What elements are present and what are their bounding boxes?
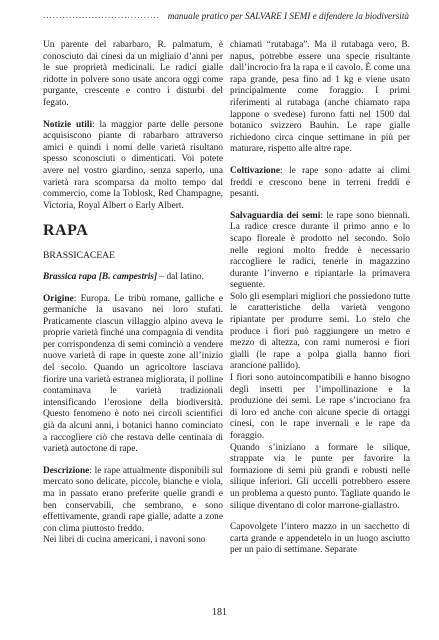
latin-suffix: – dal latino. bbox=[157, 271, 204, 282]
section-heading-rapa: RAPA bbox=[43, 222, 89, 240]
salvaguardia-text: : le rape sono biennali. La radice cresce durante il primo anno e lo scapo floreale è prodotto nel secondo. Solo nelle regioni molto fredde è necessario raccogliere le radici, tenerle in magazzino durante l’inverno e ripiantarle la primavera seguente. bbox=[230, 210, 410, 291]
paragraph-rhubarb: Un parente del rabarbaro, R. palmatum, è conosciuto dai cinesi da un migliaio d’anni per le sue proprietà medicinali. Le radici gialle ridotte in polvere sono usate ancora oggi come purgante, crescente e contro i disturbi del fegato. bbox=[43, 40, 223, 108]
paragraph-coltivazione bbox=[230, 166, 410, 201]
coltivazione-text: : le rape sono adatte ai climi freddi e crescono bene in terreni freddi e pesanti. bbox=[230, 165, 410, 200]
page-number: 181 bbox=[212, 607, 227, 618]
paragraph-navoni: Nei libri di cucina americani, i navoni sono bbox=[43, 535, 206, 546]
latin-name-line bbox=[43, 272, 223, 284]
paragraph-origine bbox=[43, 294, 223, 456]
paragraph-fiori: I fiori sono autoincompatibili e hanno bisogno degli insetti per l’impollinazione e la produzione dei semi. Le rape s’incrociano fra di loro ed anche con alcune specie di ortaggi cinesi, con le rape invernali e le rape da foraggio. bbox=[230, 373, 410, 441]
paragraph-salvaguardia bbox=[230, 211, 410, 292]
origine-text: : Europa. Le tribù romane, galliche e germaniche la usavano nei loro stufati. Praticamente ciascun villaggio alpino aveva le proprie varietà finché una compagnia di vendita per corrispondenza di semi cominciò a vendere nuove varietà di rape in queste zone all’inizio del secolo. Quando un agricoltore lasciava fiorire una varietà estranea migliorata, il polline contaminava le varietà tradizionali intensificando l’erosione della biodiversità. Questo fenomeno è noto nei circoli scientifici già da alcuni anni, i botanici hanno cominciato a raccogliere ciò che restava delle centinaia di varietà autoctone di rape. bbox=[43, 293, 223, 455]
right-column bbox=[230, 40, 410, 557]
header-dots: .................................... bbox=[43, 10, 160, 20]
paragraph-quando: Quando s’iniziano a formare le silique, strappate via le punte per favorire la formazione di semi più grandi e robusti nelle silique inferiori. Gli uccelli potrebbero essere un problema a questo punto. Tagliate quando le silique diventano di color marrone-giallastro. bbox=[230, 442, 410, 511]
notizie-text: : la maggior parte delle persone acquisiscono piante di rabarbaro attraverso amici e quindi i nomi delle varietà risultano spesso sconosciuti o dimenticati. Voi potete avere nel vostro giardino, senza saperlo, una varietà rara scomparsa da molto tempo dal commercio, come la Toblosk, Red Champagne, Victoria, Royal Albert o Early Albert. bbox=[43, 119, 223, 211]
label-origine: Origine bbox=[43, 293, 74, 304]
paragraph-solo: Solo gli esemplari migliori che possiedono tutte le caratteristiche della varietà vengono ripiantate per produrre semi. Lo stelo che produce i fiori può raggiungere un metro e mezzo di altezza, con rami numerosi e fiori gialli (le rape a polpa gialla hanno fiori arancione pallido). bbox=[230, 291, 410, 372]
running-header bbox=[43, 10, 409, 24]
paragraph-descrizione bbox=[43, 466, 223, 536]
running-title: manuale pratico per SALVARE I SEMI e difendere la biodiversità bbox=[167, 11, 409, 21]
left-column bbox=[43, 40, 223, 547]
descrizione-text: : le rape attualmente disponibili sul mercato sono delicate, piccole, bianche e viola, ma in passato erano preferite quelle grandi e ben conservabili, che sembrano, e sono effettivamente, grandi rape gialle, adatte a zone con clima piuttosto freddo. bbox=[43, 465, 223, 534]
label-notizie-utili: Notizie utili bbox=[43, 119, 93, 130]
family-name: BRASSICACEAE bbox=[43, 250, 115, 262]
label-descrizione: Descrizione bbox=[43, 465, 90, 476]
paragraph-capovolgete: Capovolgete l’intero mazzo in un sacchetto di carta grande e appendetelo in un luogo asciutto per un paio di settimane. Separate bbox=[230, 522, 410, 556]
paragraph-notizie bbox=[43, 120, 223, 213]
paragraph-rutabaga: chiamati “rutabaga”. Ma il rutabaga vero, B. napus, potrebbe essere una specie risultante dall’incrocio fra la rapa e il cavolo. È come una rapa grande, pesa fino ad 1 kg e viene usato principalmente come foraggio. I primi riferimenti al rutabaga (anche chiamato rapa lappone o svedese) furono fatti nel 1500 dal botanico svizzero Bauhin. Le rape gialle richiedono circa cinque settimane in più per maturare, rispetto alle altre rape. bbox=[230, 40, 410, 155]
label-salvaguardia: Salvaguardia dei semi bbox=[230, 210, 321, 221]
latin-name: Brassica rapa [B. campestris] bbox=[43, 271, 158, 282]
label-coltivazione: Coltivazione bbox=[230, 165, 280, 176]
